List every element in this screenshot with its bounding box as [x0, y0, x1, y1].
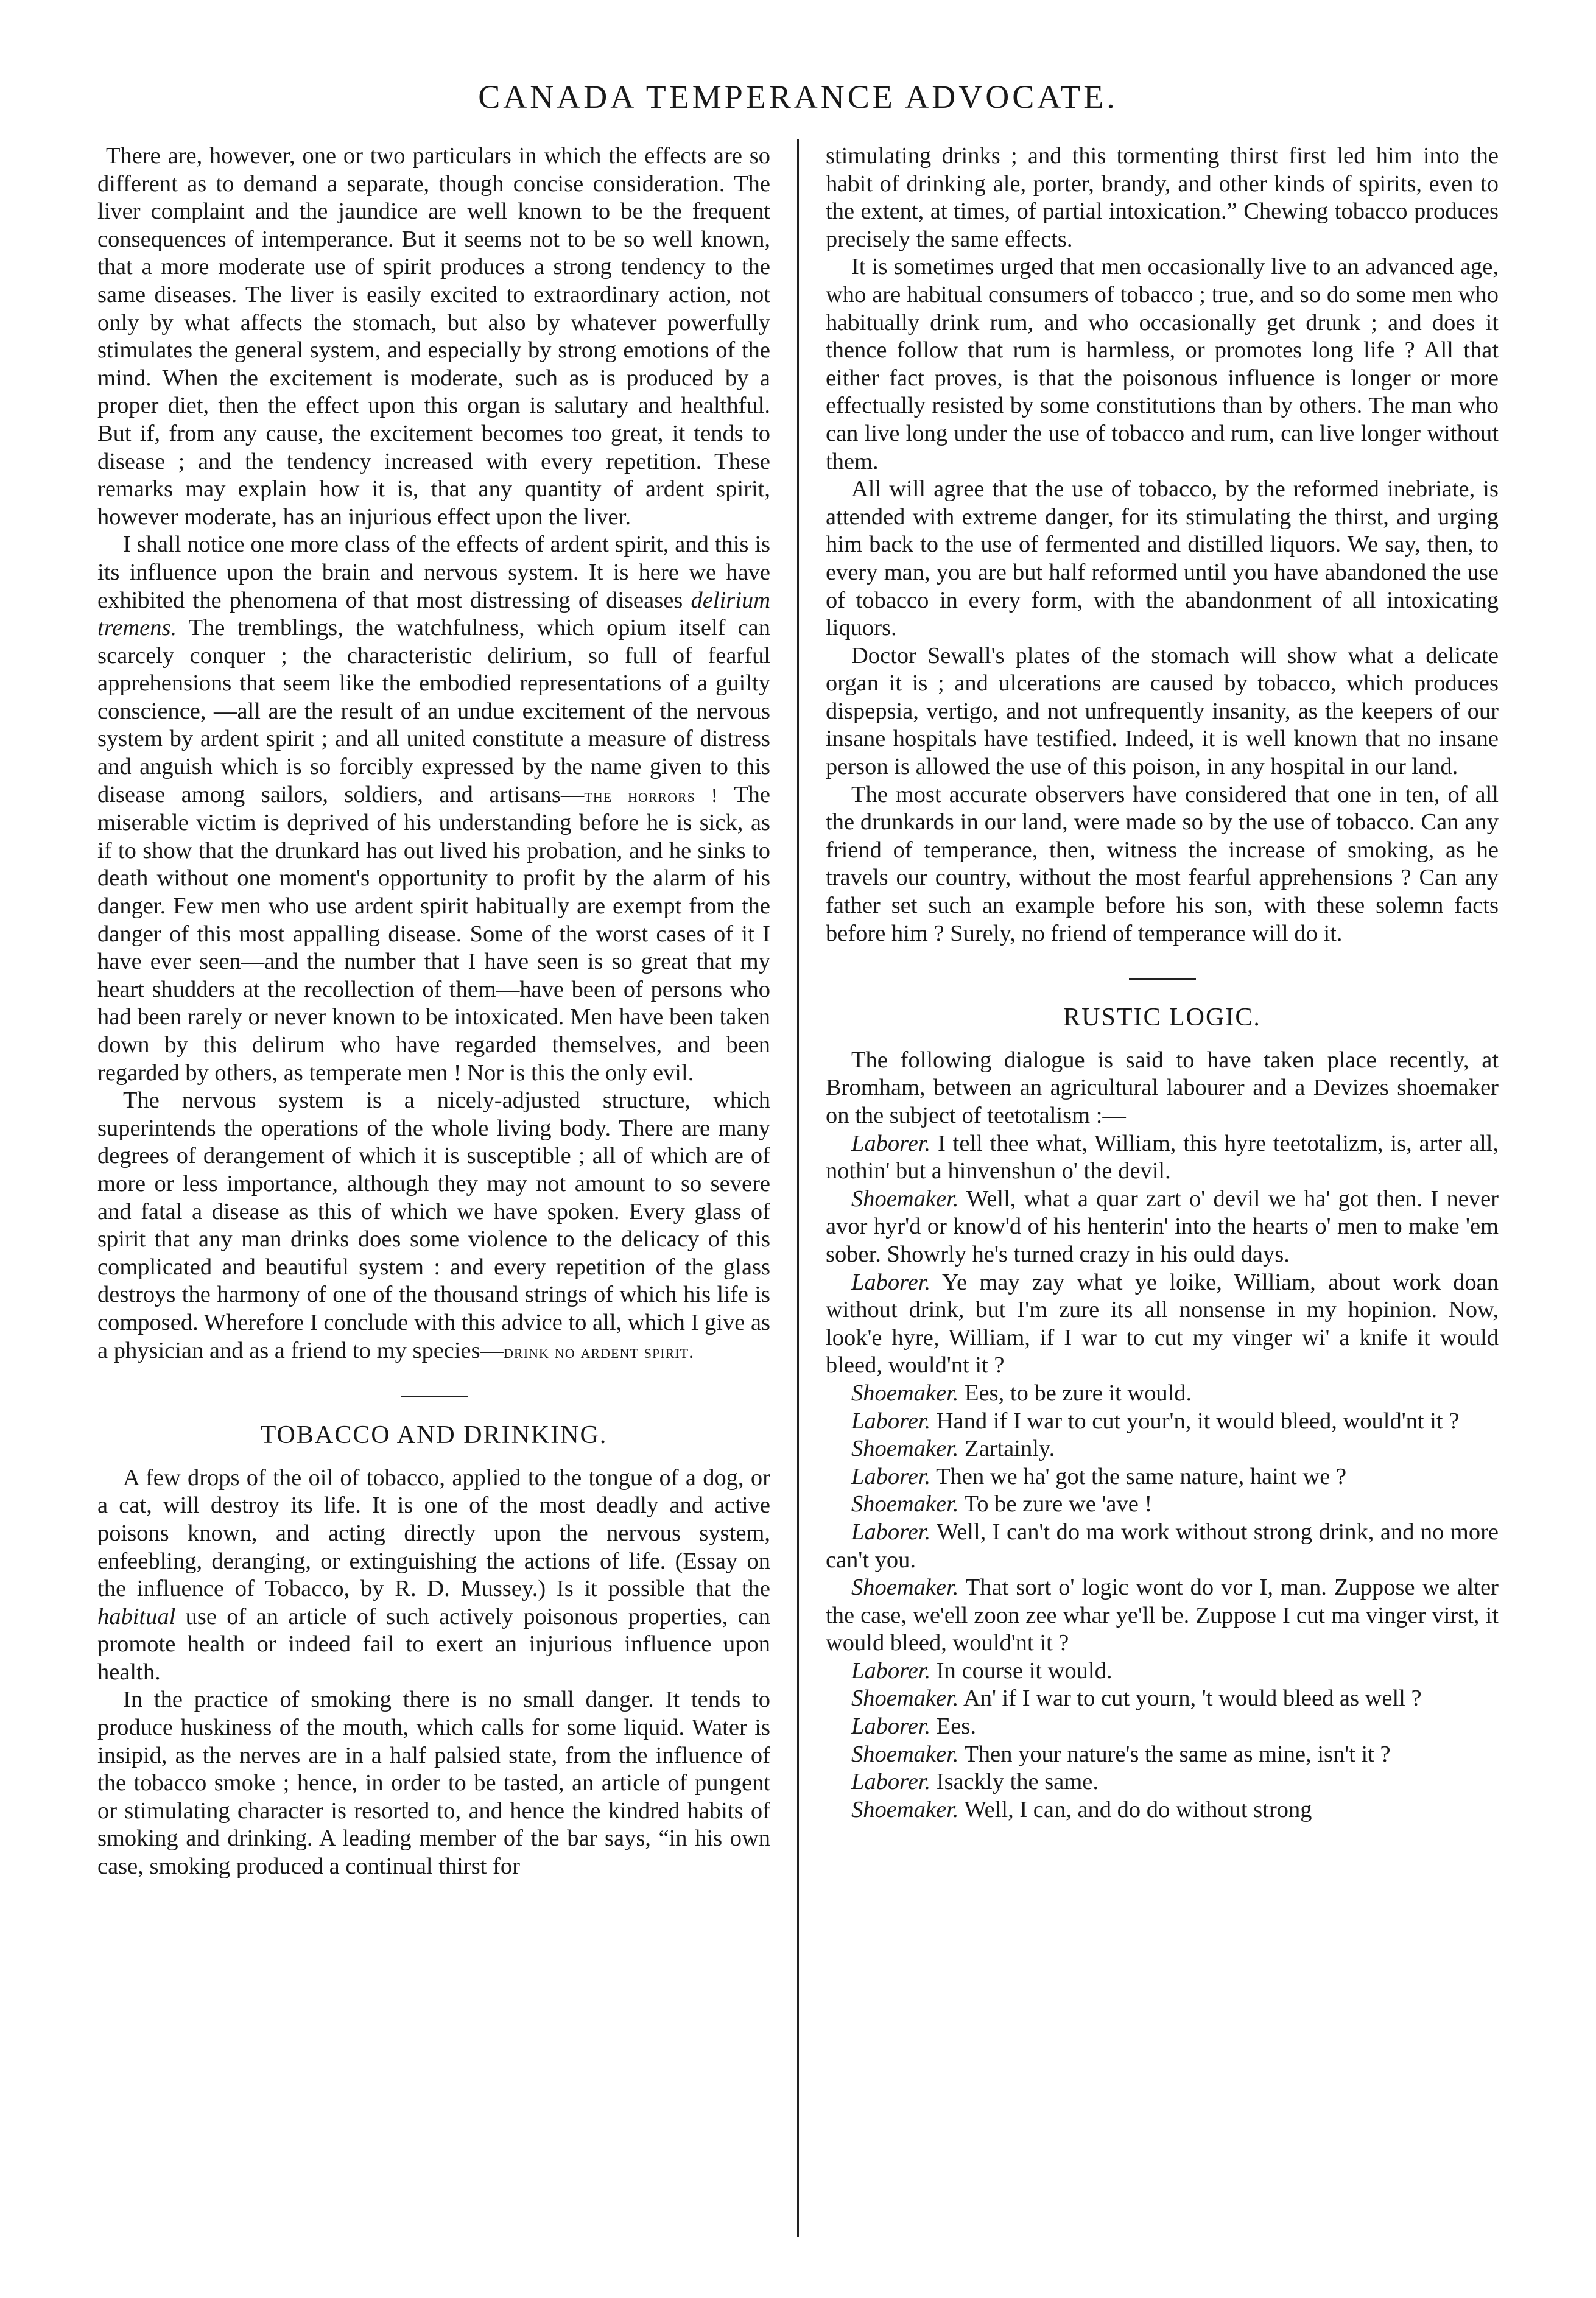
dialogue-speaker: Shoemaker. [851, 1186, 959, 1212]
dialogue-line [826, 1491, 1499, 1519]
left-column [97, 142, 770, 1881]
paragraph-nervous-system: I shall notice one more class of the effects of ardent spirit, and this is its influence upon the brain and nervous system. It is here we have exhibited the phenomena of that most distressing of diseases delirium tremens. The tremblings, the watchfulness, which opium itself can scarcely conquer ; the characteristic delirium, so full of fearful apprehensions that seem like the embodied representations of a guilty conscience, —all are the result of an undue excitement of the nervous system by ardent spirit ; and all united constitute a measure of distress and anguish which is so forcibly expressed by the name given to this disease among sailors, soldiers, and artisans—the horrors ! The miserable victim is deprived of his understanding before he is sick, as if to show that the drunkard has out lived his probation, and he sinks to death without one moment's opportunity to profit by the alarm of his danger. Few men who use ardent spirit habitually are exempt from the danger of this most appalling disease. Some of the worst cases of it I have ever seen—and the number that I have seen is so great that my heart shudders at the recollection of them—have been of persons who had been rarely or never known to be intoxicated. Men have been taken down by this delirum who have regarded themselves, and been regarded by others, as temperate men ! Nor is this the only evil. [97, 532, 770, 1086]
dialogue-text: Then your nature's the same as mine, isn't it ? [964, 1741, 1391, 1767]
dialogue-speaker: Shoemaker. [851, 1436, 959, 1462]
dialogue-text: In course it would. [936, 1657, 1113, 1684]
dialogue-line [826, 1186, 1499, 1269]
dialogue-text: Ees. [936, 1713, 976, 1740]
dialogue-text: Then we ha' got the same nature, haint we ? [936, 1463, 1347, 1489]
dialogue-text: An' if I war to cut yourn, 't would bleed as well ? [963, 1685, 1422, 1712]
dialogue-line [826, 1408, 1499, 1436]
dialogue-speaker: Shoemaker. [851, 1380, 959, 1406]
emphasis-habitual: habitual [97, 1603, 176, 1629]
dialogue-line [826, 1269, 1499, 1380]
dialogue-text: To be zure we 'ave ! [964, 1491, 1153, 1517]
dialogue-text: That sort o' logic wont do vor I, man. Zuppose we alter the case, we'ell zoon zee whar ye'll be. Zuppose I cut ma vinger virst, it would bleed, would'nt it ? [826, 1575, 1499, 1656]
paragraph-sewall-plates: Doctor Sewall's plates of the stomach will show what a delicate organ it is ; and ulcerations are caused by tobacco, which produces dispepsia, vertigo, and not unfrequently insanity, as the keepers of our insane hospitals have testified. Indeed, it is well known that no insane person is allowed the use of this poison, in any hospital in our land. [826, 642, 1499, 780]
dialogue-speaker: Laborer. [851, 1463, 931, 1489]
dialogue-speaker: Laborer. [851, 1130, 931, 1156]
paragraph-liver: There are, however, one or two particulars in which the effects are so different as to demand a separate, though concise consideration. The liver complaint and the jaundice are well known to be the frequent consequences of intemperance. But it seems not to be so well known, that a more moderate use of spirit produces a strong tendency to the same diseases. The liver is easily excited to extraordinary action, not only by what affects the stomach, but also by whatever powerfully stimulates the general system, and especially by strong emotions of the mind. When the excitement is moderate, such as is produced by a proper diet, then the effect upon this organ is salutary and healthful. But if, from any cause, the excitement becomes too great, it tends to disease ; and the tendency increased with every repetition. These remarks may explain how it is, that any quantity of ardent spirit, however moderate, has an injurious effect upon the liver. [97, 143, 770, 530]
dialogue-line [826, 1130, 1499, 1186]
heading-tobacco-and-drinking: TOBACCO AND DRINKING. [260, 1421, 608, 1450]
dialogue-speaker: Laborer. [851, 1519, 931, 1545]
dialogue-line [826, 1463, 1499, 1491]
dialogue [826, 1130, 1499, 1824]
emphasis-delirium-tremens: delirium tremens. [97, 587, 770, 641]
dialogue-speaker: Shoemaker. [851, 1491, 959, 1517]
dialogue-line [826, 1796, 1499, 1824]
dialogue-speaker: Laborer. [851, 1713, 931, 1740]
small-caps-drink-no-ardent-spirit: drink no ardent spirit. [504, 1340, 695, 1362]
dialogue-line [826, 1380, 1499, 1408]
dialogue-speaker: Laborer. [851, 1657, 931, 1684]
paragraph-accurate-observers: The most accurate observers have considered that one in ten, of all the drunkards in our land, were made so by the use of tobacco. Can any friend of temperance, then, witness the increase of smoking, as he travels our country, without the most fearful apprehensions ? Can any father set such an example before his son, with these solemn facts before him ? Surely, no friend of temperance will do it. [826, 781, 1499, 946]
dialogue-text: Hand if I war to cut your'n, it would bleed, would'nt it ? [936, 1408, 1460, 1434]
paragraph-advanced-age: It is sometimes urged that men occasionally live to an advanced age, who are habitual consumers of tobacco ; true, and so do some men who habitually drink rum, and who occasionally get drunk ; and does it thence follow that rum is harmless, or promotes long life ? All that either fact proves, is that the poisonous influence is longer or more effectually resisted by some constitutions than by others. The man who can live long under the use of tobacco and rum, can live longer without them. [826, 254, 1499, 474]
paragraph-smoking-danger: In the practice of smoking there is no small danger. It tends to produce huskiness of the mouth, which calls for some liquid. Water is insipid, as the nerves are in a half palsied state, from the influence of the tobacco smoke ; hence, in order to be tasted, an article of pungent or stimulating character is resorted to, and hence the kindred habits of smoking and drinking. A leading member of the bar says, “in his own case, smoking produced a continual thirst for [97, 1687, 770, 1880]
dialogue-text: Ye may zay what ye loike, William, about work doan without drink, but I'm zure its all nonsense in my hopinion. Now, look'e hyre, William, if I war to cut my vinger wi' a knife it would bleed, would'nt it ? [826, 1269, 1499, 1379]
paragraph-thirst-continued: stimulating drinks ; and this tormenting thirst first led him into the habit of drinking ale, porter, brandy, and other kinds of spirits, even to the extent, at times, of partial intoxication.” Chewing tobacco produces precisely the same effects. [826, 143, 1499, 252]
dialogue-line [826, 1713, 1499, 1741]
dialogue-speaker: Laborer. [851, 1269, 931, 1295]
dialogue-speaker: Shoemaker. [851, 1575, 959, 1601]
heading-rustic-logic: RUSTIC LOGIC. [1063, 1003, 1261, 1032]
dialogue-line [826, 1768, 1499, 1796]
dialogue-speaker: Laborer. [851, 1769, 931, 1795]
masthead-title: CANADA TEMPERANCE ADVOCATE. [478, 79, 1118, 115]
paragraph-dialogue-intro: The following dialogue is said to have taken place recently, at Bromham, between an agricultural labourer and a Devizes shoemaker on the subject of teetotalism :— [826, 1047, 1499, 1128]
right-column [826, 142, 1499, 1881]
columns [97, 142, 1499, 1881]
dialogue-speaker: Shoemaker. [851, 1796, 959, 1822]
dialogue-text: Well, I can, and do do without strong [964, 1796, 1312, 1822]
paragraph-oil-of-tobacco: A few drops of the oil of tobacco, applied to the tongue of a dog, or a cat, will destroy its life. It is one of the most deadly and active poisons known, and acting directly upon the nervous system, enfeebling, deranging, or extinguishing the actions of life. (Essay on the influence of Tobacco, by R. D. Mussey.) Is it possible that the habitual use of an article of such actively poisonous properties, can promote health or indeed fail to exert an injurious influence upon health. [97, 1464, 770, 1685]
dialogue-speaker: Shoemaker. [851, 1685, 959, 1712]
small-caps-the-horrors: the horrors ! [584, 784, 719, 806]
paragraph-reformed-inebriate: All will agree that the use of tobacco, by the reformed inebriate, is attended with extreme danger, for its stimulating the thirst, and urging him back to the use of fermented and distilled liquors. We say, then, to every man, you are but half reformed until you have abandoned the use of tobacco in every form, with the abandonment of all intoxicating liquors. [826, 476, 1499, 641]
dialogue-line [826, 1657, 1499, 1685]
section-separator [1129, 978, 1196, 980]
dialogue-text: Well, what a quar zart o' devil we ha' got then. I never avor hyr'd or know'd of his henterin' into the hearts o' men to make 'em sober. Showrly he's turned crazy in his ould days. [826, 1186, 1499, 1267]
dialogue-speaker: Shoemaker. [851, 1741, 959, 1767]
dialogue-line [826, 1685, 1499, 1713]
dialogue-line [826, 1435, 1499, 1463]
dialogue-line [826, 1519, 1499, 1574]
dialogue-speaker: Laborer. [851, 1408, 931, 1434]
dialogue-text: Ees, to be zure it would. [965, 1380, 1192, 1406]
dialogue-text: I tell thee what, William, this hyre teetotalizm, is, arter all, nothin' but a hinvenshun o' the devil. [826, 1130, 1499, 1184]
dialogue-line [826, 1574, 1499, 1657]
dialogue-line [826, 1741, 1499, 1769]
paragraph-conclusion: The nervous system is a nicely-adjusted structure, which superintends the operations of the whole living body. There are many degrees of derangement of which it is susceptible ; all of which are of more or less importance, although they may not amount to so severe and fatal a disease as this of which we have spoken. Every glass of spirit that any man drinks does some violence to the delicacy of this complicated and beautiful system : and every repetition of the glass destroys the harmony of one of the thousand strings of which his life is composed. Wherefore I conclude with this advice to all, which I give as a physician and as a friend to my species—drink no ardent spirit. [97, 1088, 770, 1363]
section-separator [401, 1396, 468, 1397]
column-rule [797, 139, 799, 2237]
dialogue-text: Well, I can't do ma work without strong drink, and no more can't you. [826, 1519, 1499, 1573]
dialogue-text: Isackly the same. [936, 1769, 1099, 1795]
dialogue-text: Zartainly. [965, 1436, 1055, 1462]
